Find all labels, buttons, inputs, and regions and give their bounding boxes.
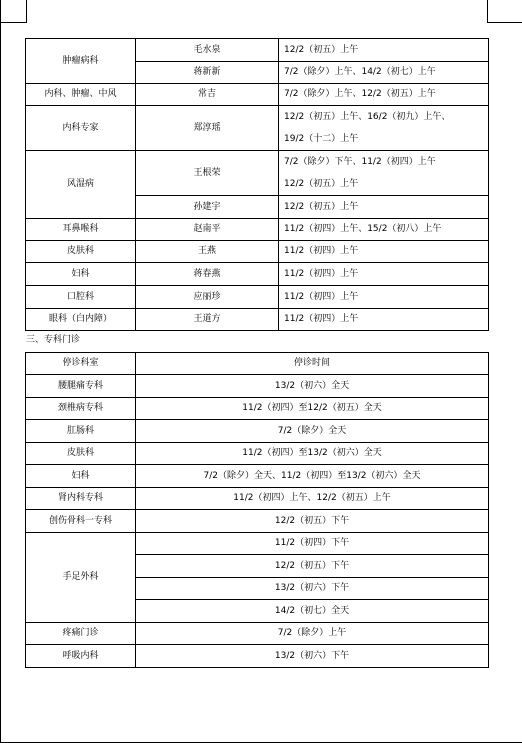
table-row <box>26 241 489 263</box>
dept-cell: 颈椎病专科 <box>26 398 136 420</box>
time-cell: 7/2（除夕）上午、14/2（初七）上午 <box>279 62 489 84</box>
dept-cell: 手足外科 <box>26 533 136 623</box>
doctor-cell: 王道方 <box>136 309 279 331</box>
dept-cell: 内科专家 <box>26 106 136 151</box>
dept-cell: 妇科 <box>26 263 136 286</box>
crop-mark <box>26 0 27 23</box>
table-row <box>26 286 489 309</box>
time-cell: 11/2（初四）上午、15/2（初八）上午 <box>279 219 489 241</box>
time-cell: 11/2（初四）上午 <box>279 241 489 263</box>
time-line: 7/2（除夕）下午、11/2（初四）上午 <box>284 157 436 167</box>
dept-cell: 肿瘤病科 <box>26 39 136 84</box>
time-cell: 13/2（初六）下午 <box>136 645 489 668</box>
time-cell: 7/2（除夕）全天 <box>136 420 489 443</box>
doctor-cell: 王燕 <box>136 241 279 263</box>
doctor-cell: 孙建宇 <box>136 196 279 219</box>
time-cell: 7/2（除夕）上午、12/2（初五）上午 <box>279 84 489 106</box>
dept-cell: 肛肠科 <box>26 420 136 443</box>
table-row <box>26 84 489 106</box>
dept-cell: 眼科（白内障） <box>26 309 136 331</box>
table-row <box>26 465 489 488</box>
doctor-cell: 赵南平 <box>136 219 279 241</box>
dept-cell: 内科、肿瘤、中风 <box>26 84 136 106</box>
crop-mark <box>487 0 488 23</box>
dept-cell: 呼吸内科 <box>26 645 136 668</box>
table-row <box>26 151 489 196</box>
table-row <box>26 398 489 420</box>
time-cell: 12/2（初五）上午 <box>279 196 489 219</box>
time-cell: 12/2（初五）下午 <box>136 510 489 533</box>
dept-cell: 皮肤科 <box>26 443 136 465</box>
time-cell: 11/2（初四）上午 <box>279 309 489 331</box>
table-row <box>26 375 489 398</box>
dept-cell: 肾内科专科 <box>26 488 136 510</box>
time-cell <box>279 106 489 151</box>
dept-cell: 皮肤科 <box>26 241 136 263</box>
dept-cell: 口腔科 <box>26 286 136 309</box>
time-cell: 11/2（初四）至12/2（初五）全天 <box>136 398 489 420</box>
dept-cell: 疼痛门诊 <box>26 623 136 645</box>
table-row <box>26 39 489 62</box>
doctor-cell: 郑淳瑶 <box>136 106 279 151</box>
table-row <box>26 420 489 443</box>
page-edge <box>0 0 1 743</box>
column-header: 停诊时间 <box>136 353 489 375</box>
dept-cell: 创伤骨科一专科 <box>26 510 136 533</box>
dept-cell: 腰腿痛专科 <box>26 375 136 398</box>
time-cell: 11/2（初四）上午 <box>279 286 489 309</box>
table-row <box>26 533 489 555</box>
table-header-row <box>26 353 489 375</box>
time-cell: 12/2（初五）上午 <box>279 39 489 62</box>
time-cell: 7/2（除夕）全天、11/2（初四）至13/2（初六）全天 <box>136 465 489 488</box>
table-row <box>26 510 489 533</box>
table-row <box>26 106 489 151</box>
table-row <box>26 443 489 465</box>
table-row <box>26 645 489 668</box>
time-cell <box>279 151 489 196</box>
doctor-cell: 蒋新新 <box>136 62 279 84</box>
time-cell: 7/2（除夕）上午 <box>136 623 489 645</box>
time-cell: 11/2（初四）下午 <box>136 533 489 555</box>
table-row <box>26 309 489 331</box>
table-row <box>26 623 489 645</box>
crop-mark <box>487 22 522 23</box>
section-heading: 三、专科门诊 <box>26 335 81 345</box>
dept-cell: 风湿病 <box>26 151 136 219</box>
time-line: 12/2（初五）上午、16/2（初九）上午、 <box>284 112 451 122</box>
time-cell: 11/2（初四）至13/2（初六）全天 <box>136 443 489 465</box>
doctor-cell: 常吉 <box>136 84 279 106</box>
time-cell: 13/2（初六）全天 <box>136 375 489 398</box>
doctor-cell: 蒋春燕 <box>136 263 279 286</box>
table-row <box>26 219 489 241</box>
time-line: 12/2（初五）上午 <box>284 179 359 189</box>
table-row <box>26 263 489 286</box>
doctor-schedule-table <box>25 38 489 331</box>
table-row <box>26 488 489 510</box>
doctor-cell: 王根荣 <box>136 151 279 196</box>
doctor-cell: 应丽珍 <box>136 286 279 309</box>
time-cell: 13/2（初六）下午 <box>136 578 489 600</box>
dept-cell: 耳鼻喉科 <box>26 219 136 241</box>
time-cell: 12/2（初五）下午 <box>136 555 489 578</box>
column-header: 停诊科室 <box>26 353 136 375</box>
time-cell: 11/2（初四）上午 <box>279 263 489 286</box>
dept-cell: 妇科 <box>26 465 136 488</box>
time-cell: 11/2（初四）上午、12/2（初五）上午 <box>136 488 489 510</box>
specialty-clinic-table <box>25 352 489 668</box>
time-line: 19/2（十二）上午 <box>284 134 359 144</box>
doctor-cell: 毛水泉 <box>136 39 279 62</box>
crop-mark <box>0 22 26 23</box>
time-cell: 14/2（初七）全天 <box>136 600 489 623</box>
